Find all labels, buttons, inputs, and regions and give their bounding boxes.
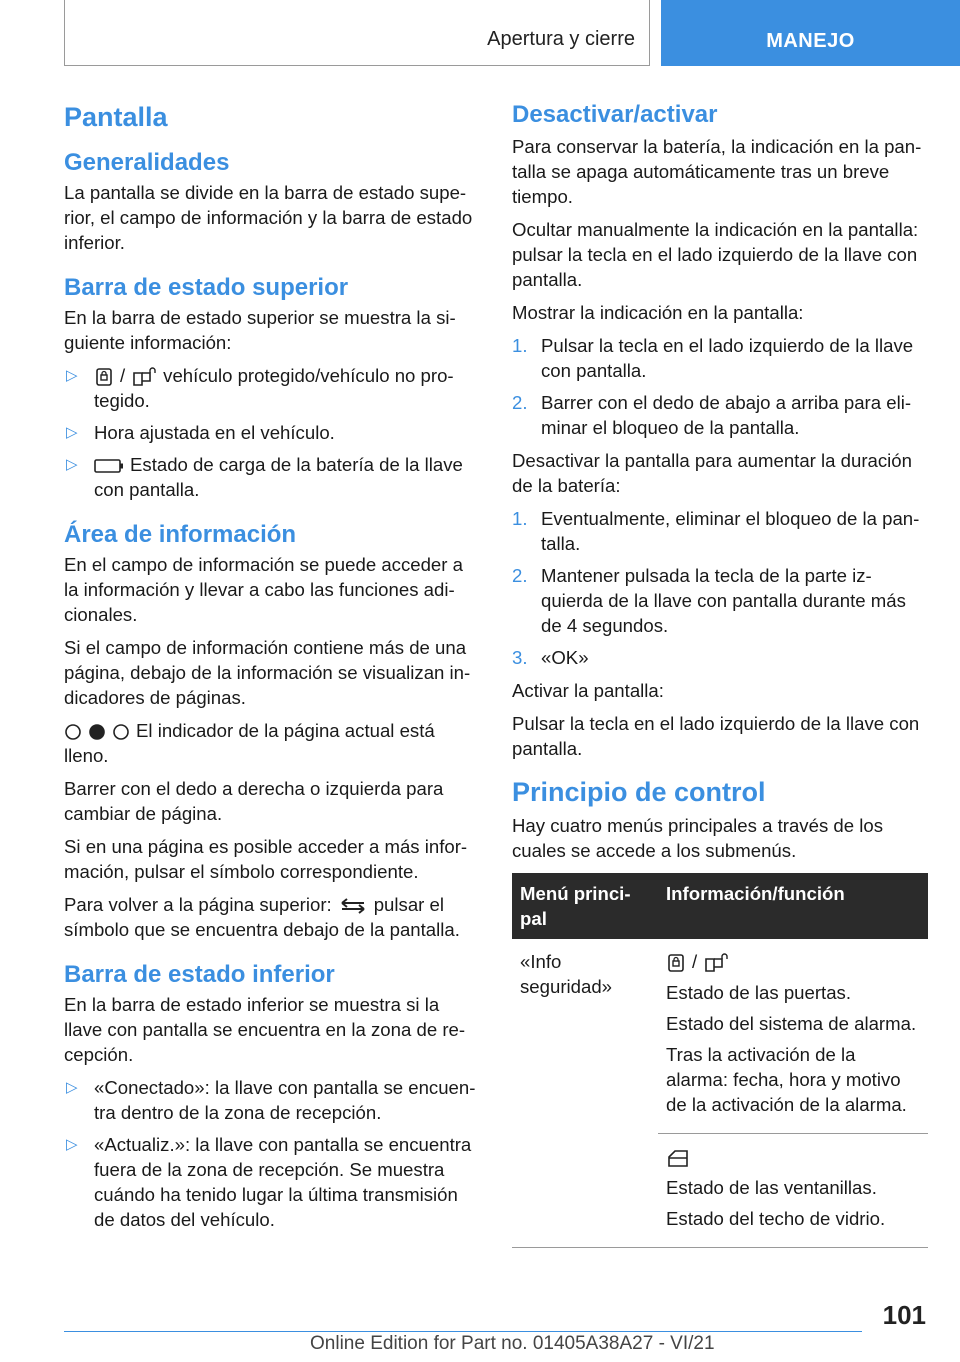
cell-info [658, 1134, 928, 1248]
list-item [64, 420, 482, 445]
deact-p1: Para conservar la batería, la indicación en la pan-talla se apaga automáticamente tras un breve tiempo. [512, 136, 922, 207]
cell-menu: «Info seguridad» [520, 951, 613, 997]
right-column [512, 100, 928, 1248]
heading-control-principle: Principio de control [512, 777, 766, 807]
footer-edition: Online Edition for Part no. 01405A38A27 - VI/21 [310, 1333, 715, 1354]
back-arrow-icon [338, 897, 368, 915]
list-item [512, 333, 928, 383]
car-door-unlocked-icon [131, 367, 157, 387]
step-text: Barrer con el dedo de abajo a arriba para eli-minar el bloqueo de la pantalla. [541, 392, 912, 438]
general-text: La pantalla se divide en la barra de estado supe-rior, el campo de información y la barra de estado inferior. [64, 182, 473, 253]
table-row [512, 1134, 928, 1248]
list-item [512, 390, 928, 440]
car-door-locked-icon [94, 367, 114, 387]
header-chapter-tab[interactable] [661, 0, 960, 66]
heading-deactivate-activate: Desactivar/activar [512, 101, 718, 128]
battery-icon [94, 458, 124, 474]
page-header [0, 0, 960, 66]
upper-status-list [64, 363, 482, 502]
heading-lower-status-bar: Barra de estado inferior [64, 961, 335, 988]
header-section-title: Apertura y cierre [487, 28, 635, 50]
table-row [512, 939, 928, 1134]
list-item [64, 1075, 482, 1125]
list-item [512, 563, 928, 638]
column-header-menu: Menú princi-pal [512, 873, 658, 939]
step-number: 2. [512, 392, 528, 413]
info-p4: Barrer con el dedo a derecha o izquierda para cambiar de página. [64, 778, 444, 824]
cell-line: Estado de las puertas. [666, 982, 852, 1003]
heading-upper-status-bar: Barra de estado superior [64, 274, 349, 301]
cell-menu-empty [512, 1134, 658, 1248]
info-p2: Si el campo de información contiene más de una página, debajo de la información se visualizan in-dicadores de páginas. [64, 637, 471, 708]
heading-generalidades: Generalidades [64, 149, 230, 176]
cell-icons [666, 1144, 920, 1169]
deact-p5: Activar la pantalla: [512, 680, 664, 701]
step-text: «OK» [541, 647, 589, 668]
info-p3 [64, 718, 482, 768]
page-indicator-dots-icon [64, 723, 130, 741]
footer-divider [64, 1331, 862, 1332]
deact-p3: Mostrar la indicación en la pantalla: [512, 302, 804, 323]
item-text: Hora ajustada en el vehículo. [94, 422, 335, 443]
control-table [512, 873, 928, 1248]
step-text: Mantener pulsada la tecla de la parte iz-quierda de la llave con pantalla durante más de 4 segundos. [541, 565, 906, 636]
cell-line: Tras la activación de la alarma: fecha, hora y motivo de la activación de la alarma. [666, 1044, 907, 1115]
info-p6 [64, 892, 482, 942]
step-number: 1. [512, 508, 528, 529]
table-header-row [512, 873, 928, 939]
column-header-info: Información/función [658, 873, 928, 939]
icon-separator: / [120, 365, 126, 386]
list-item [64, 452, 482, 502]
car-door-locked-icon [666, 953, 686, 973]
info-p5: Si en una página es posible acceder a más infor-mación, pulsar el símbolo correspondiente. [64, 836, 468, 882]
item-text: «Conectado»: la llave con pantalla se encuen-tra dentro de la zona de recepción. [94, 1077, 476, 1123]
show-display-steps [512, 333, 928, 440]
header-chapter-label: MANEJO [766, 30, 855, 52]
car-window-icon [666, 1148, 690, 1168]
control-intro: Hay cuatro menús principales a través de los cuales se accede a los submenús. [512, 815, 884, 861]
left-column [64, 100, 482, 1239]
step-number: 2. [512, 565, 528, 586]
cell-icons [666, 949, 920, 974]
heading-info-area: Área de información [64, 521, 297, 548]
cell-line: Estado del techo de vidrio. [666, 1208, 886, 1229]
list-item [512, 645, 928, 670]
info-p1: En el campo de información se puede acceder a la información y llevar a cabo las funciones adi-cionales. [64, 554, 463, 625]
header-section-box [64, 0, 650, 66]
list-item [512, 506, 928, 556]
page-title: Pantalla [64, 102, 168, 132]
step-text: Eventualmente, eliminar el bloqueo de la pan-talla. [541, 508, 920, 554]
lower-intro: En la barra de estado inferior se muestra si la llave con pantalla se encuentra en la zona de re-cepción. [64, 994, 466, 1065]
step-text: Pulsar la tecla en el lado izquierdo de la llave con pantalla. [541, 335, 914, 381]
list-item [64, 1132, 482, 1232]
info-p6a-text: Para volver a la página superior: [64, 894, 332, 915]
item-text: Estado de carga de la batería de la llave con pantalla. [94, 454, 463, 500]
item-text: vehículo protegido/vehículo no pro-tegido. [94, 365, 454, 411]
deact-p6: Pulsar la tecla en el lado izquierdo de la llave con pantalla. [512, 713, 920, 759]
cell-info [658, 939, 928, 1134]
item-text: «Actualiz.»: la llave con pantalla se encuentra fuera de la zona de recepción. Se muestra cuándo ha tenido lugar la última transmisión de datos del vehículo. [94, 1134, 472, 1230]
step-number: 3. [512, 647, 528, 668]
deact-p2: Ocultar manualmente la indicación en la pantalla: pulsar la tecla en el lado izquierdo de la llave con pantalla. [512, 219, 919, 290]
car-door-unlocked-icon [703, 953, 729, 973]
deactivate-display-steps [512, 506, 928, 670]
info-p3-text: El indicador de la página actual está lleno. [64, 720, 435, 766]
cell-line: Estado del sistema de alarma. [666, 1013, 917, 1034]
step-number: 1. [512, 335, 528, 356]
lower-status-list [64, 1075, 482, 1232]
upper-intro: En la barra de estado superior se muestra la si-guiente información: [64, 307, 456, 353]
icon-separator: / [692, 951, 698, 972]
list-item [64, 363, 482, 413]
deact-p4: Desactivar la pantalla para aumentar la duración de la batería: [512, 450, 912, 496]
page-number: 101 [882, 1300, 926, 1330]
cell-line: Estado de las ventanillas. [666, 1177, 877, 1198]
info-p6b-text: pulsar el símbolo que se encuentra debajo de la pantalla. [64, 894, 460, 940]
